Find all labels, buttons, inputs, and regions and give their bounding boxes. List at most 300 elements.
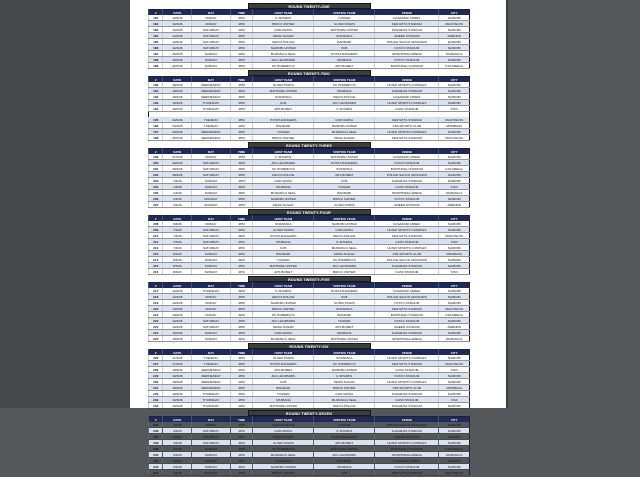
- fixture-cell: NAIROBI: [439, 100, 470, 106]
- fixture-cell: SUNDAY: [192, 57, 231, 63]
- fixture-cell: FRIDAY: [192, 21, 231, 27]
- fixture-cell: KPA SPORTS CLUB: [375, 123, 439, 129]
- fixture-cell: 25/2/26: [163, 129, 192, 135]
- fixture-cell: 28/2/26: [163, 166, 192, 172]
- fixture-cell: NAIROBI: [439, 57, 470, 63]
- fixture-cell: 13/2/26: [163, 15, 192, 21]
- fixture-cell: 6/3/26: [163, 221, 192, 227]
- fixture-cell: KCB: [314, 470, 375, 476]
- fixtures-table: [148, 215, 470, 275]
- fixture-cell: SOFAPAKA: [253, 221, 314, 227]
- fixture-cell: 5/4/26: [163, 446, 192, 452]
- column-header: VISITING TEAM: [314, 283, 375, 289]
- fixture-cell: 4PM: [230, 251, 252, 257]
- fixture-number-cell: 192: [149, 94, 163, 100]
- fixture-cell: 4PM: [230, 21, 252, 27]
- fixture-cell: SOFAPAKA: [253, 458, 314, 464]
- fixture-cell: 18/2/26: [163, 94, 192, 100]
- fixture-cell: AFC LEOPARDS: [314, 100, 375, 106]
- fixture-cell: KASARANI ANNEX: [375, 458, 439, 464]
- fixture-cell: 1/3/26: [163, 178, 192, 184]
- fixture-cell: NAIROBI UNITED: [253, 196, 314, 202]
- column-header: TIME: [230, 10, 252, 16]
- fixture-cell: BANDARI: [314, 39, 375, 45]
- fixture-cell: 2/3/26: [163, 202, 192, 208]
- column-header: CITY: [439, 77, 470, 83]
- fixture-cell: 4PM: [230, 221, 252, 227]
- fixture-cell: WEDNESDAY: [192, 379, 231, 385]
- fixture-cell: NAIROBI UNITED: [253, 45, 314, 51]
- fixture-cell: SOFAPAKA: [314, 33, 375, 39]
- fixture-cell: 4PM: [230, 51, 252, 57]
- fixture-number-cell: 203: [149, 178, 163, 184]
- fixture-cell: 4PM: [230, 160, 252, 166]
- fixture-cell: FRIDAY: [192, 312, 231, 318]
- fixture-cell: FRIDAY: [192, 221, 231, 227]
- fixture-cell: 4PM: [230, 269, 252, 275]
- fixture-cell: NYAYO STADIUM: [375, 318, 439, 324]
- column-header: TIME: [230, 216, 252, 222]
- column-header: VENUE: [375, 149, 439, 155]
- fixture-cell: NAIROBI: [439, 172, 470, 178]
- fixture-cell: APS BOMET: [253, 106, 314, 112]
- fixture-cell: 19/3/26: [163, 403, 192, 409]
- fixture-cell: MARA SUGAR: [314, 251, 375, 257]
- fixture-cell: KENYATTA STADIUM: [375, 233, 439, 239]
- fixture-cell: BIDCO UNITED: [253, 470, 314, 476]
- fixture-cell: SHABANA: [314, 464, 375, 470]
- fixture-cell: BIDCO UNITED: [253, 135, 314, 141]
- fixture-cell: K-SHARKS: [314, 428, 375, 434]
- fixture-cell: TUSKER: [253, 257, 314, 263]
- fixture-cell: THURSDAY: [192, 288, 231, 294]
- fixture-cell: NAIROBI: [439, 257, 470, 263]
- column-header: VENUE: [375, 216, 439, 222]
- fixture-cell: ULINZI STARS: [253, 227, 314, 233]
- fixture-cell: KK HOMEBOYZ: [314, 257, 375, 263]
- fixture-number-cell: 226: [149, 355, 163, 361]
- fixture-cell: KASARANI ANNEX: [375, 15, 439, 21]
- fixture-cell: NYAYO STADIUM: [375, 300, 439, 306]
- fixture-cell: GUSII STADIUM: [375, 269, 439, 275]
- fixture-cell: KISII: [439, 106, 470, 112]
- fixture-cell: THURSDAY: [192, 106, 231, 112]
- fixture-cell: 4PM: [230, 27, 252, 33]
- fixture-cell: 5/4/26: [163, 452, 192, 458]
- fixture-cell: MATHARE UNITED: [253, 263, 314, 269]
- fixture-cell: POSTA RANGERS: [314, 288, 375, 294]
- fixture-cell: 13/3/26: [163, 312, 192, 318]
- fixture-cell: 4PM: [230, 428, 252, 434]
- fixture-cell: NAIROBI: [439, 379, 470, 385]
- fixture-number-cell: 234: [149, 403, 163, 409]
- fixture-cell: GOR MAHIA: [314, 117, 375, 123]
- fixture-cell: WEDNESDAY: [192, 385, 231, 391]
- column-header: VISITING TEAM: [314, 149, 375, 155]
- fixture-cell: BIDCO UNITED: [253, 306, 314, 312]
- fixture-cell: THURSDAY: [192, 397, 231, 403]
- fixture-number-cell: 182: [149, 21, 163, 27]
- fixture-cell: 4PM: [230, 361, 252, 367]
- fixture-cell: NAIROBI: [439, 129, 470, 135]
- fixture-cell: SPORTPESA ARENA: [375, 336, 439, 342]
- fixture-cell: 4PM: [230, 257, 252, 263]
- fixture-cell: APS BOMET: [314, 63, 375, 69]
- fixture-number-cell: 208: [149, 221, 163, 227]
- fixture-cell: KPA SPORTS CLUB: [375, 251, 439, 257]
- fixture-cell: 4PM: [230, 367, 252, 373]
- fixture-cell: THURSDAY: [192, 391, 231, 397]
- fixture-cell: BANDARI: [253, 385, 314, 391]
- fixture-cell: K-SHARKS: [253, 15, 314, 21]
- fixture-cell: KISII: [439, 367, 470, 373]
- fixture-cell: TUSKER: [314, 318, 375, 324]
- fixture-cell: 13/3/26: [163, 300, 192, 306]
- column-header: TIME: [230, 417, 252, 423]
- fixture-cell: MACHAKOS: [439, 306, 470, 312]
- fixture-cell: NAIROBI: [439, 428, 470, 434]
- fixture-cell: MACHAKOS: [439, 233, 470, 239]
- fixture-cell: KCB: [253, 100, 314, 106]
- fixture-cell: NAIROBI: [439, 196, 470, 202]
- fixture-cell: NAIROBI UNITED: [314, 367, 375, 373]
- fixture-cell: TUESDAY: [192, 355, 231, 361]
- fixture-cell: 18/2/26: [163, 88, 192, 94]
- fixture-cell: 4PM: [230, 172, 252, 178]
- fixture-cell: TUSKER: [314, 422, 375, 428]
- fixture-cell: 4PM: [230, 57, 252, 63]
- fixture-cell: 14/2/26: [163, 27, 192, 33]
- fixture-cell: 4PM: [230, 385, 252, 391]
- fixture-cell: 4PM: [230, 94, 252, 100]
- fixture-cell: MACHAKOS: [439, 470, 470, 476]
- fixture-cell: SUNDAY: [192, 51, 231, 57]
- fixture-cell: GREEN STADIUM: [375, 33, 439, 39]
- round-title: ROUND TWENTY-SEVEN: [248, 410, 371, 416]
- fixture-number-cell: 210: [149, 233, 163, 239]
- fixture-cell: 4PM: [230, 202, 252, 208]
- fixture-cell: 4PM: [230, 239, 252, 245]
- fixture-cell: BANDARI: [253, 123, 314, 129]
- fixture-cell: KASARANI STADIUM: [375, 391, 439, 397]
- fixture-cell: 4PM: [230, 312, 252, 318]
- fixture-cell: POLICE SACCO GROUNDS: [375, 172, 439, 178]
- fixture-cell: 4PM: [230, 306, 252, 312]
- column-header: DAY: [192, 149, 231, 155]
- fixture-number-cell: 221: [149, 312, 163, 318]
- fixture-cell: NAIROBI: [439, 245, 470, 251]
- fixture-cell: 19/3/26: [163, 391, 192, 397]
- fixture-cell: 4PM: [230, 403, 252, 409]
- fixture-number-cell: 193: [149, 100, 163, 106]
- fixture-cell: MARA SUGAR: [253, 324, 314, 330]
- fixtures-document-page: [130, 0, 508, 475]
- fixture-cell: GREEN STADIUM: [375, 202, 439, 208]
- fixture-cell: GUSII STADIUM: [375, 184, 439, 190]
- fixture-number-cell: 191: [149, 88, 163, 94]
- fixture-row: [149, 470, 470, 476]
- fixture-cell: SATURDAY: [192, 33, 231, 39]
- fixture-cell: 4PM: [230, 379, 252, 385]
- fixture-cell: 4PM: [230, 355, 252, 361]
- fixture-cell: MARA SUGAR: [253, 434, 314, 440]
- fixture-cell: 4PM: [230, 45, 252, 51]
- fixture-cell: 4PM: [230, 440, 252, 446]
- fixture-cell: BANDARI: [314, 458, 375, 464]
- round-section: [148, 142, 470, 208]
- fixture-cell: WEDNESDAY: [192, 373, 231, 379]
- fixture-row: [149, 135, 470, 141]
- fixture-cell: 14/2/26: [163, 45, 192, 51]
- fixture-cell: 4PM: [230, 452, 252, 458]
- fixture-cell: TUSKER: [314, 15, 375, 21]
- fixture-cell: SUNDAY: [192, 458, 231, 464]
- fixture-cell: 15/2/26: [163, 63, 192, 69]
- fixture-number-cell: 198: [149, 135, 163, 141]
- fixture-cell: AFC LEOPARDS: [253, 160, 314, 166]
- fixture-number-cell: 183: [149, 27, 163, 33]
- fixture-cell: GUSII STADIUM: [375, 397, 439, 403]
- fixture-cell: TUSKER: [314, 184, 375, 190]
- fixture-number-cell: 218: [149, 294, 163, 300]
- fixture-cell: SOFAPAKA: [253, 94, 314, 100]
- fixture-number-cell: 211: [149, 239, 163, 245]
- fixture-cell: KISII: [439, 397, 470, 403]
- fixture-number-cell: 242: [149, 464, 163, 470]
- fixture-number-cell: 240: [149, 452, 163, 458]
- fixture-cell: POLICE SACCO GROUNDS: [375, 257, 439, 263]
- fixture-cell: SUNDAY: [192, 464, 231, 470]
- fixture-cell: 28/2/26: [163, 172, 192, 178]
- fixture-cell: 2/3/26: [163, 196, 192, 202]
- fixture-cell: ULINZI STARS: [253, 82, 314, 88]
- fixture-cell: 4PM: [230, 106, 252, 112]
- fixture-cell: MONDAY: [192, 470, 231, 476]
- fixture-number-cell: 223: [149, 324, 163, 330]
- fixture-cell: SUNDAY: [192, 178, 231, 184]
- fixture-cell: GOR MAHIA: [314, 391, 375, 397]
- fixture-cell: KCB: [314, 294, 375, 300]
- fixture-number-cell: 202: [149, 172, 163, 178]
- fixture-number-cell: 207: [149, 202, 163, 208]
- fixture-cell: 15/2/26: [163, 57, 192, 63]
- fixture-number-cell: 215: [149, 263, 163, 269]
- round-section: [148, 276, 470, 342]
- fixture-cell: MATHARE UNITED: [314, 27, 375, 33]
- fixture-cell: GUSII STADIUM: [375, 106, 439, 112]
- column-header: HOST TEAM: [253, 77, 314, 83]
- fixture-cell: NAIROBI: [439, 27, 470, 33]
- fixture-cell: APS BOMET: [253, 367, 314, 373]
- fixture-cell: 4PM: [230, 117, 252, 123]
- fixture-cell: 4PM: [230, 245, 252, 251]
- fixture-cell: TUESDAY: [192, 123, 231, 129]
- fixture-cell: POSTA RANGERS: [314, 160, 375, 166]
- fixture-number-cell: 229: [149, 373, 163, 379]
- fixture-cell: NAIROBI: [439, 294, 470, 300]
- fixture-cell: 24/2/26: [163, 123, 192, 129]
- fixture-cell: 4PM: [230, 100, 252, 106]
- fixture-cell: 27/2/26: [163, 154, 192, 160]
- fixture-cell: NAIROBI: [439, 458, 470, 464]
- fixture-cell: KASARANI STADIUM: [375, 27, 439, 33]
- fixture-cell: POSTA RANGERS: [253, 361, 314, 367]
- fixture-cell: 19/2/26: [163, 100, 192, 106]
- fixture-cell: 18/3/26: [163, 379, 192, 385]
- fixture-number-cell: 230: [149, 379, 163, 385]
- fixture-cell: MURANG'A: [439, 452, 470, 458]
- fixture-cell: MOMBASA: [439, 123, 470, 129]
- fixture-number-cell: 184: [149, 33, 163, 39]
- round-title: ROUND TWENTY-THREE: [248, 142, 371, 148]
- fixture-cell: 4PM: [230, 82, 252, 88]
- column-header: CITY: [439, 417, 470, 423]
- fixture-cell: BANDARI: [253, 251, 314, 257]
- fixture-cell: KISII: [439, 239, 470, 245]
- fixture-cell: APS BOMET: [314, 324, 375, 330]
- fixture-cell: NAIROBI: [439, 288, 470, 294]
- fixtures-table: [148, 282, 470, 342]
- fixture-cell: ULINZI SPORTS COMPLEX: [375, 379, 439, 385]
- fixture-number-cell: 227: [149, 361, 163, 367]
- fixture-cell: K-SHARKS: [253, 288, 314, 294]
- fixture-cell: WEDNESDAY: [192, 88, 231, 94]
- fixture-number-cell: 187: [149, 51, 163, 57]
- fixture-cell: SATURDAY: [192, 45, 231, 51]
- column-header: DAY: [192, 10, 231, 16]
- fixture-number-cell: 220: [149, 306, 163, 312]
- fixture-cell: SPORTPESA ARENA: [375, 452, 439, 458]
- fixture-cell: ULINZI SPORTS COMPLEX: [375, 82, 439, 88]
- fixture-cell: MURANG'A SEAL: [253, 336, 314, 342]
- fixture-cell: MURANG'A: [439, 190, 470, 196]
- fixture-cell: 4PM: [230, 166, 252, 172]
- fixture-cell: NAIROBI UNITED: [253, 300, 314, 306]
- round-section: [148, 209, 470, 275]
- fixture-cell: 15/3/26: [163, 330, 192, 336]
- fixture-cell: SPORTPESA ARENA: [375, 190, 439, 196]
- fixture-cell: 8/3/26: [163, 257, 192, 263]
- fixture-cell: NAIROBI: [439, 94, 470, 100]
- fixture-number-cell: 189: [149, 63, 163, 69]
- fixture-number-cell: 232: [149, 391, 163, 397]
- fixture-cell: 4PM: [230, 434, 252, 440]
- column-header: TIME: [230, 149, 252, 155]
- fixture-cell: NAIROBI: [439, 15, 470, 21]
- fixture-number-cell: 209: [149, 227, 163, 233]
- column-header: #: [149, 417, 163, 423]
- fixture-cell: ULINZI SPORTS COMPLEX: [375, 440, 439, 446]
- column-header: VISITING TEAM: [314, 417, 375, 423]
- fixture-cell: GOR MAHIA: [253, 178, 314, 184]
- fixture-cell: 24/2/26: [163, 117, 192, 123]
- fixture-cell: GREEN STADIUM: [375, 324, 439, 330]
- fixture-cell: SUNDAY: [192, 336, 231, 342]
- fixture-cell: SATURDAY: [192, 160, 231, 166]
- fixture-row: [149, 63, 470, 69]
- fixture-cell: 4PM: [230, 178, 252, 184]
- fixture-cell: NYAYO STADIUM: [375, 196, 439, 202]
- fixture-cell: SPORTPESA ARENA: [375, 51, 439, 57]
- fixture-cell: NAIROBI: [439, 391, 470, 397]
- fixture-number-cell: 238: [149, 440, 163, 446]
- fixture-cell: 4PM: [230, 263, 252, 269]
- fixture-cell: SATURDAY: [192, 428, 231, 434]
- round-section: [148, 70, 470, 141]
- fixture-cell: 1/3/26: [163, 184, 192, 190]
- fixture-number-cell: 185: [149, 39, 163, 45]
- fixture-cell: TUESDAY: [192, 117, 231, 123]
- fixture-cell: KENYATTA STADIUM: [375, 361, 439, 367]
- column-header: VISITING TEAM: [314, 10, 375, 16]
- fixture-cell: 4PM: [230, 196, 252, 202]
- fixture-cell: AFC LEOPARDS: [253, 57, 314, 63]
- fixture-cell: MONDAY: [192, 202, 231, 208]
- column-header: TIME: [230, 283, 252, 289]
- fixture-cell: KASARANI STADIUM: [375, 88, 439, 94]
- fixture-cell: SUNDAY: [192, 263, 231, 269]
- fixture-cell: 4PM: [230, 233, 252, 239]
- fixture-cell: 19/3/26: [163, 397, 192, 403]
- fixture-cell: KASARANI STADIUM: [375, 178, 439, 184]
- fixture-cell: NAIROBI: [439, 160, 470, 166]
- column-header: #: [149, 10, 163, 16]
- fixture-number-cell: 216: [149, 269, 163, 275]
- round-title: ROUND TWENTY-TWO: [248, 70, 371, 76]
- fixture-number-cell: 197: [149, 129, 163, 135]
- fixture-cell: SATURDAY: [192, 239, 231, 245]
- fixture-cell: MATHARE UNITED: [314, 336, 375, 342]
- fixture-cell: NAIROBI UNITED: [314, 123, 375, 129]
- fixture-cell: NAIROBI: [439, 82, 470, 88]
- fixture-cell: SHABANA: [314, 330, 375, 336]
- fixture-cell: 13/3/26: [163, 294, 192, 300]
- fixture-cell: 4PM: [230, 88, 252, 94]
- fixture-number-cell: 236: [149, 428, 163, 434]
- fixture-cell: 18/3/26: [163, 385, 192, 391]
- fixture-cell: AFC LEOPARDS: [314, 452, 375, 458]
- fixture-number-cell: 243: [149, 470, 163, 476]
- viewer-left-margin: [0, 0, 130, 408]
- fixture-cell: POSTA RANGERS: [253, 117, 314, 123]
- fixture-cell: SATURDAY: [192, 245, 231, 251]
- column-header: DAY: [192, 283, 231, 289]
- column-header: DATE: [163, 149, 192, 155]
- fixture-number-cell: 212: [149, 245, 163, 251]
- fixture-cell: BIDCO UNITED: [314, 385, 375, 391]
- fixture-cell: BUKHUNGU STADIUM: [375, 166, 439, 172]
- fixture-cell: 7/3/26: [163, 233, 192, 239]
- fixture-cell: MACHAKOS: [439, 21, 470, 27]
- fixture-cell: KK HOMEBOYZ: [253, 166, 314, 172]
- fixture-cell: 4PM: [230, 33, 252, 39]
- fixture-cell: 4PM: [230, 39, 252, 45]
- fixture-cell: 14/2/26: [163, 39, 192, 45]
- fixture-cell: BIDCO UNITED: [314, 269, 375, 275]
- fixture-cell: FRIDAY: [192, 154, 231, 160]
- fixture-number-cell: 235: [149, 422, 163, 428]
- fixture-cell: 15/3/26: [163, 336, 192, 342]
- fixtures-table: [148, 416, 470, 476]
- fixture-cell: AWENDO: [439, 33, 470, 39]
- fixture-cell: MACHAKOS: [439, 361, 470, 367]
- fixture-cell: BUKHUNGU STADIUM: [375, 312, 439, 318]
- fixture-cell: 4PM: [230, 470, 252, 476]
- fixtures-table: [148, 148, 470, 208]
- fixture-cell: MURANG'A SEAL: [314, 129, 375, 135]
- column-header: DAY: [192, 77, 231, 83]
- fixture-cell: ULINZI STARS: [253, 440, 314, 446]
